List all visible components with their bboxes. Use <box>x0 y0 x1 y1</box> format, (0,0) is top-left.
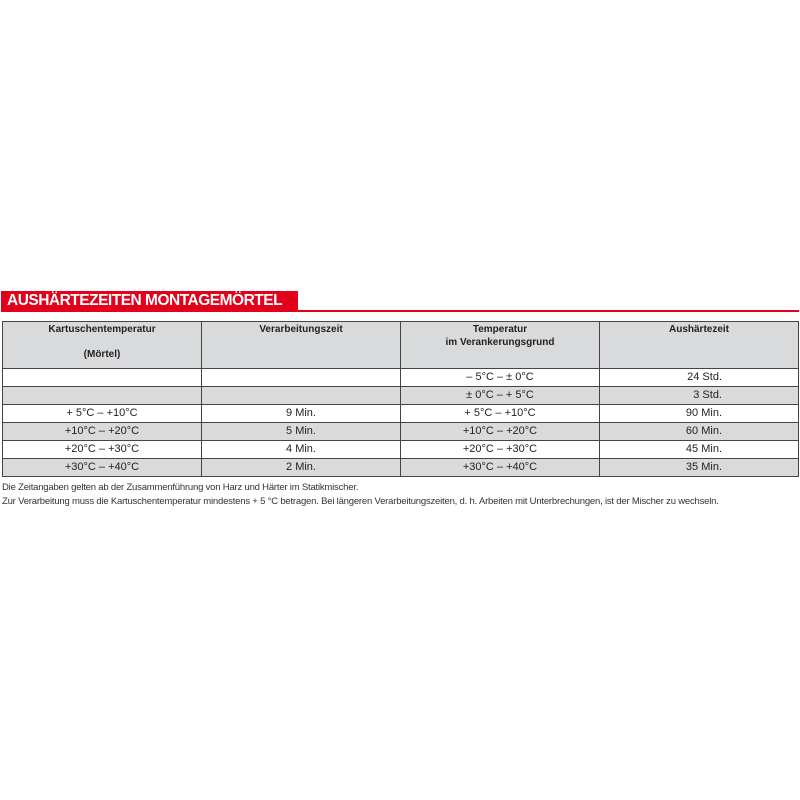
cell-base-temp: ± 0°C – + 5°C <box>401 387 600 405</box>
cell-processing-time: 9 Min. <box>202 405 401 423</box>
table-header-row <box>3 322 799 369</box>
cell-base-temp: +20°C – +30°C <box>401 441 600 459</box>
cell-curing-time: 3 Std. <box>600 387 799 405</box>
cell-cartridge-temp: +30°C – +40°C <box>3 459 202 477</box>
cell-processing-time: 2 Min. <box>202 459 401 477</box>
title-divider <box>1 310 799 312</box>
cell-curing-time: 45 Min. <box>600 441 799 459</box>
table-row <box>3 441 799 459</box>
cell-base-temp: + 5°C – +10°C <box>401 405 600 423</box>
cell-processing-time: 4 Min. <box>202 441 401 459</box>
header-curing-time <box>600 322 799 369</box>
cell-processing-time <box>202 369 401 387</box>
footnote-mixing: Die Zeitangaben gelten ab der Zusammenführung von Harz und Härter im Statikmischer. <box>2 482 359 493</box>
header-cartridge-temp-sub: (Mörtel) <box>83 349 121 360</box>
table-row <box>3 387 799 405</box>
header-base-temp <box>401 322 600 369</box>
cell-curing-time: 60 Min. <box>600 423 799 441</box>
cell-cartridge-temp: +20°C – +30°C <box>3 441 202 459</box>
table-row <box>3 369 799 387</box>
header-curing-time-label: Aushärtezeit <box>668 324 729 335</box>
cell-cartridge-temp: +10°C – +20°C <box>3 423 202 441</box>
header-processing-time <box>202 322 401 369</box>
table-row <box>3 405 799 423</box>
header-base-temp-label: Temperatur <box>472 324 528 335</box>
header-processing-time-label: Verarbeitungszeit <box>259 324 343 335</box>
table-row <box>3 459 799 477</box>
cell-base-temp: +30°C – +40°C <box>401 459 600 477</box>
cell-curing-time: 90 Min. <box>600 405 799 423</box>
table-row <box>3 423 799 441</box>
cell-processing-time: 5 Min. <box>202 423 401 441</box>
header-cartridge-temp <box>3 322 202 369</box>
cell-base-temp: +10°C – +20°C <box>401 423 600 441</box>
cell-cartridge-temp <box>3 387 202 405</box>
header-cartridge-temp-label: Kartuschentemperatur <box>48 324 156 335</box>
footnote-processing: Zur Verarbeitung muss die Kartuschentemperatur mindestens + 5 °C betragen. Bei längeren Verarbeitungszeiten, d. h. Arbeiten mit Unterbrechungen, ist der Mischer zu wechseln. <box>2 496 719 507</box>
cell-base-temp: – 5°C – ± 0°C <box>401 369 600 387</box>
section-title: AUSHÄRTEZEITEN MONTAGEMÖRTEL <box>1 291 298 310</box>
curing-times-table <box>2 321 799 477</box>
cell-curing-time: 35 Min. <box>600 459 799 477</box>
cell-cartridge-temp <box>3 369 202 387</box>
cell-processing-time <box>202 387 401 405</box>
cell-cartridge-temp: + 5°C – +10°C <box>3 405 202 423</box>
cell-curing-time: 24 Std. <box>600 369 799 387</box>
header-base-temp-sub: im Verankerungsgrund <box>445 337 555 348</box>
